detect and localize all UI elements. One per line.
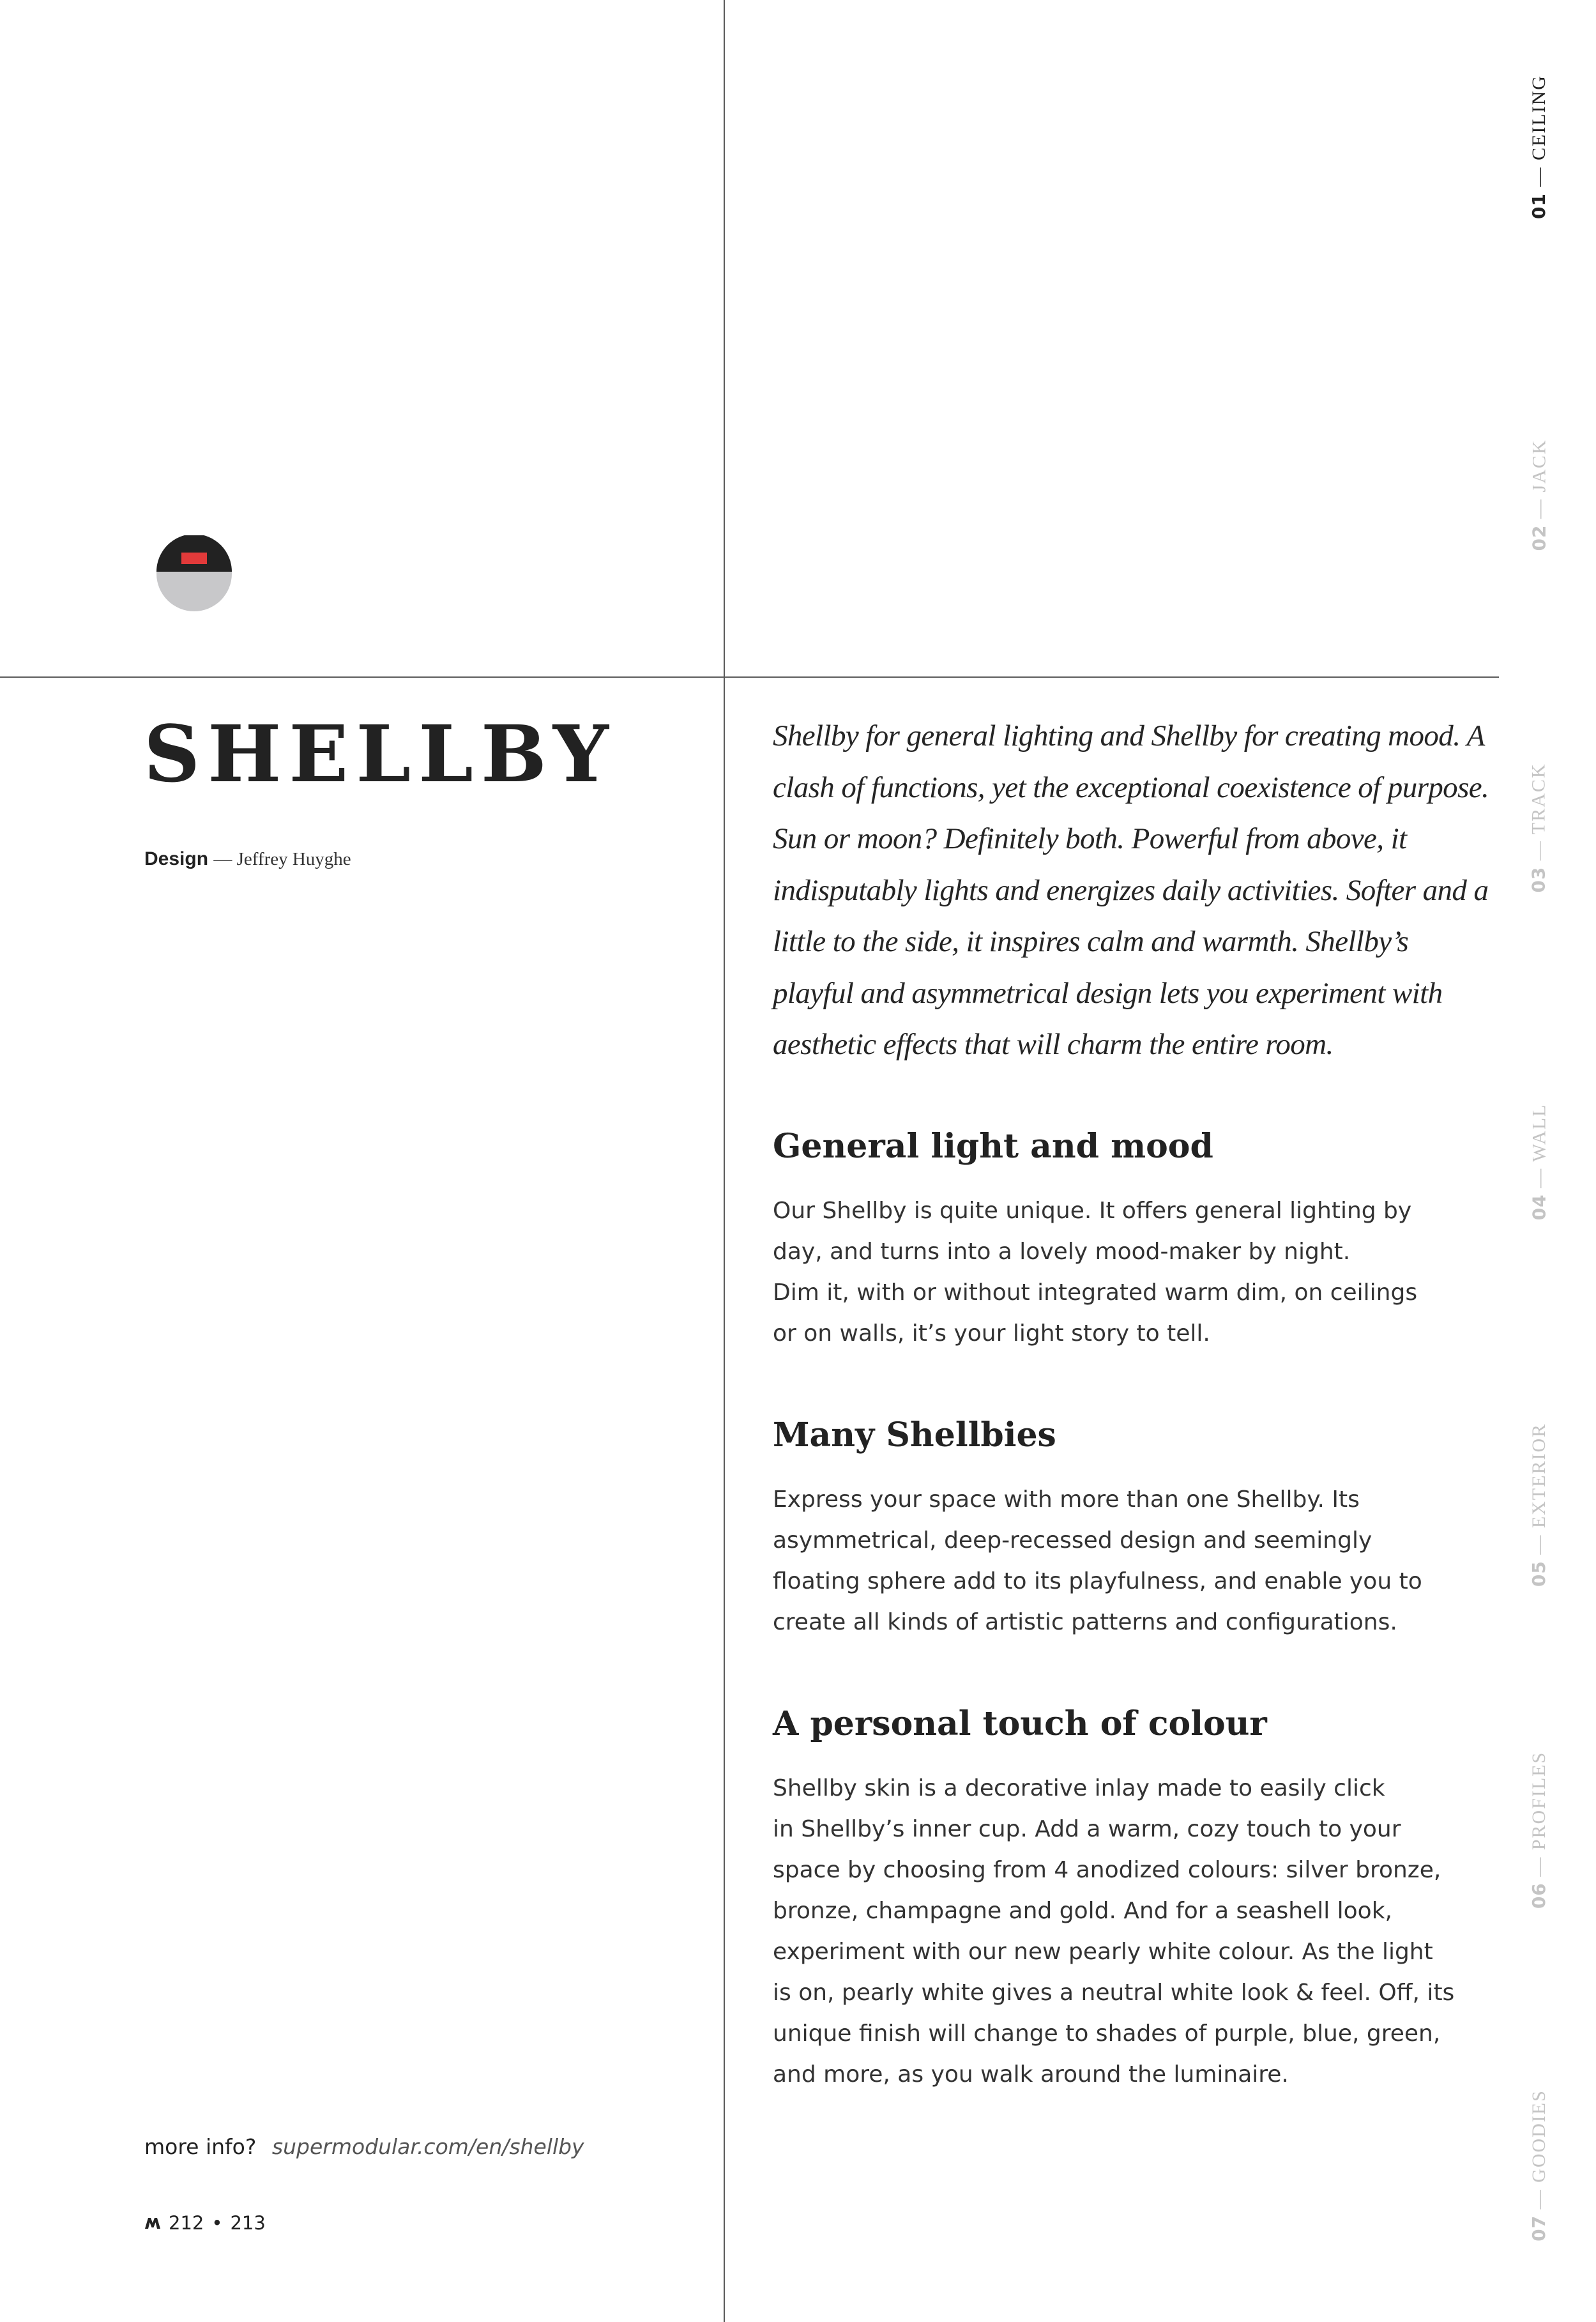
shellby-product-icon: [156, 535, 232, 612]
side-tab-goodies[interactable]: [1514, 2063, 1565, 2268]
brand-logo-icon: [144, 2217, 161, 2229]
section-heading-many-shellbies: Many Shellbies: [773, 1416, 1056, 1455]
more-info-link[interactable]: supermodular.com/en/shellby: [271, 2134, 584, 2159]
body-line: or on walls, it’s your light story to tell.: [773, 1320, 1210, 1347]
section-body-general-light: [773, 1191, 1494, 1354]
page-number-left: 212: [169, 2212, 204, 2234]
design-credit: [144, 846, 351, 872]
body-line: is on, pearly white gives a neutral white look & feel. Off, its: [773, 1980, 1455, 2006]
side-tab-label: 06 — PROFILES: [1528, 1751, 1549, 1909]
section-body-many-shellbies: [773, 1479, 1494, 1643]
side-tab-jack[interactable]: [1514, 393, 1565, 597]
side-tab-wall[interactable]: [1514, 1060, 1565, 1264]
body-line: Dim it, with or without integrated warm dim, on ceilings: [773, 1279, 1418, 1306]
side-tab-label: 01 — CEILING: [1528, 75, 1550, 219]
horizontal-divider: [0, 676, 1499, 678]
page-number-right: 213: [230, 2212, 266, 2234]
body-line: asymmetrical, deep-recessed design and seemingly: [773, 1527, 1372, 1554]
side-tab-track[interactable]: [1514, 726, 1565, 930]
vertical-divider: [724, 0, 725, 2322]
designer-name: — Jeffrey Huyghe: [213, 849, 351, 869]
side-tab-label: 07 — GOODIES: [1528, 2089, 1550, 2242]
body-line: unique finish will change to shades of purple, blue, green,: [773, 2020, 1441, 2047]
intro-paragraph: Shellby for general lighting and Shellby for creating mood. A clash of functions, yet the exceptional coexistence of purpose. Sun or moon? Definitely both. Powerful from above, it indisputably lights and energizes daily activities. Softer and a little to the side, it inspires calm and warmth. Shellby’s playful and asymmetrical design lets you experiment with aesthetic effects that will charm the entire room.: [773, 719, 1489, 1061]
side-tab-profiles[interactable]: [1514, 1728, 1565, 1932]
body-line: experiment with our new pearly white colour. As the light: [773, 1939, 1433, 1965]
side-tab-exterior[interactable]: [1514, 1403, 1565, 1607]
section-body-personal-colour: [773, 1768, 1494, 2095]
body-line: day, and turns into a lovely mood-maker by night.: [773, 1239, 1351, 1265]
page-numbers: [144, 2210, 266, 2236]
more-info: [144, 2132, 584, 2162]
body-line: floating sphere add to its playfulness, and enable you to: [773, 1568, 1422, 1594]
body-line: and more, as you walk around the luminaire.: [773, 2061, 1289, 2088]
page-number-separator: •: [211, 2212, 223, 2234]
body-line: Our Shellby is quite unique. It offers general lighting by: [773, 1198, 1412, 1224]
body-line: in Shellby’s inner cup. Add a warm, cozy touch to your: [773, 1816, 1401, 1842]
design-label: Design: [144, 848, 209, 869]
body-line: create all kinds of artistic patterns and configurations.: [773, 1609, 1397, 1635]
product-title: SHELLBY: [144, 708, 616, 800]
body-line: space by choosing from 4 anodized colours: silver bronze,: [773, 1857, 1441, 1883]
side-tab-ceiling[interactable]: [1514, 45, 1565, 249]
body-line: Express your space with more than one Shellby. Its: [773, 1486, 1360, 1513]
side-tab-label: 04 — WALL: [1528, 1103, 1550, 1221]
body-line: bronze, champagne and gold. And for a seashell look,: [773, 1898, 1392, 1924]
side-tab-label: 02 — JACK: [1528, 439, 1550, 551]
section-heading-general-light: General light and mood: [773, 1127, 1213, 1166]
side-tab-label: 05 — EXTERIOR: [1528, 1423, 1550, 1587]
side-tab-label: 03 — TRACK: [1528, 763, 1550, 893]
body-line: Shellby skin is a decorative inlay made to easily click: [773, 1775, 1385, 1801]
section-heading-personal-colour: A personal touch of colour: [773, 1704, 1267, 1743]
more-info-label: more info?: [144, 2134, 257, 2159]
